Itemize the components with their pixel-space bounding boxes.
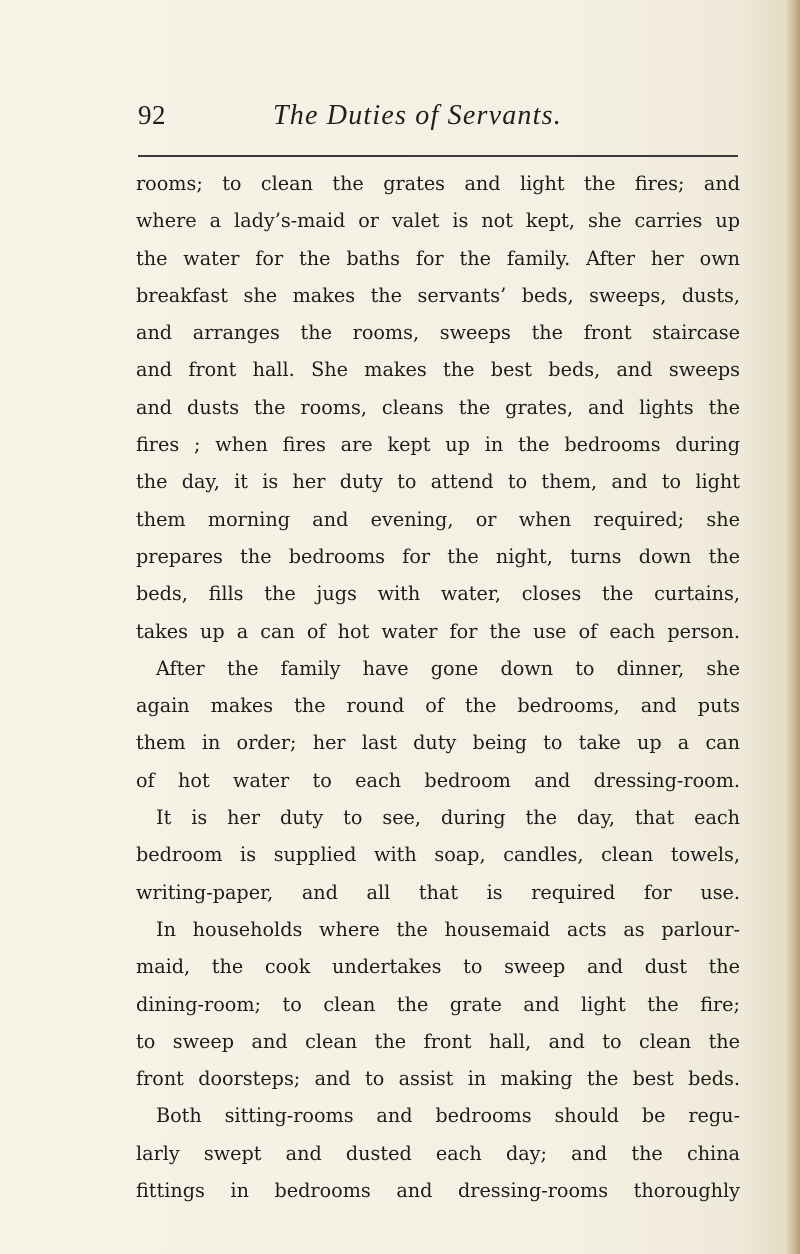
body-text (136, 165, 740, 1209)
paragraph-start-line: In households where the housemaid acts as parlour- (156, 917, 740, 941)
paragraph-start-line: Both sitting-rooms and bedrooms should be regu- (156, 1104, 740, 1128)
text-line: maid, the cook undertakes to sweep and dust the (136, 955, 740, 979)
text-line: rooms; to clean the grates and light the fires; and (136, 172, 740, 195)
paragraph-start-line: It is her duty to see, during the day, that each (156, 806, 740, 830)
text-line: the water for the baths for the family. After her own (136, 246, 740, 270)
running-title: The Duties of Servants. (273, 100, 562, 131)
text-line: the day, it is her duty to attend to them, and to light (136, 470, 740, 494)
paragraph-start-line: After the family have gone down to dinner, she (156, 656, 740, 680)
page-number: 92 (138, 100, 166, 130)
text-line: fittings in bedrooms and dressing-rooms thoroughly (136, 1179, 740, 1203)
text-line: larly swept and dusted each day; and the china (136, 1141, 740, 1165)
text-line: dining-room; to clean the grate and light the fire; (136, 992, 740, 1016)
text-line: again makes the round of the bedrooms, and puts (136, 694, 740, 718)
text-line: bedroom is supplied with soap, candles, clean towels, (136, 843, 740, 867)
text-line: and front hall. She makes the best beds, and sweeps (136, 358, 740, 382)
text-line: writing-paper, and all that is required for use. (136, 880, 740, 904)
text-line: fires ; when fires are kept up in the bedrooms during (136, 433, 740, 457)
text-line: and arranges the rooms, sweeps the front staircase (136, 321, 740, 345)
page-header (138, 100, 738, 140)
text-line: breakfast she makes the servants’ beds, sweeps, dusts, (136, 283, 740, 307)
text-line: takes up a can of hot water for the use of each person. (136, 619, 740, 643)
text-line: beds, fills the jugs with water, closes the curtains, (136, 582, 740, 606)
text-line: front doorsteps; and to assist in making the best beds. (136, 1067, 740, 1091)
text-line: where a lady’s-maid or valet is not kept, she carries up (136, 209, 740, 233)
text-line: of hot water to each bedroom and dressing-room. (136, 768, 740, 792)
text-line: prepares the bedrooms for the night, turns down the (136, 544, 740, 568)
text-line: them morning and evening, or when required; she (136, 507, 740, 531)
text-line: and dusts the rooms, cleans the grates, and lights the (136, 395, 740, 419)
text-line: them in order; her last duty being to take up a can (136, 731, 740, 755)
header-rule (138, 155, 738, 157)
text-line: to sweep and clean the front hall, and to clean the (136, 1029, 740, 1053)
page-edge-shadow (786, 0, 800, 1254)
